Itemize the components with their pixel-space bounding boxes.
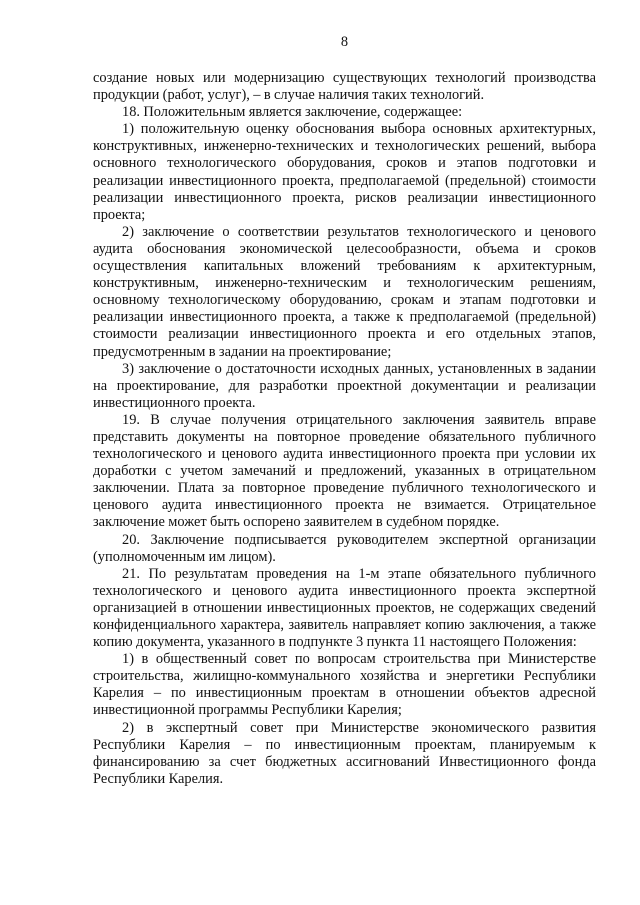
paragraph-item-18-2: 2) заключение о соответствии результатов технологического и ценового аудита обоснования экономической целесообразности, объема и сроков осуществления капитальных вложений требованиям к архитектурным, конструктивным, инженерно-техническим и технологическим решениям, основному технологическому оборудованию, срокам и этапам подготовки и реализации инвестиционного проекта, а также к предполагаемой (предельной) стоимости реализации инвестиционного проекта и его отдельных этапов, предусмотренным в задании на проектирование; xyxy=(93,223,596,360)
paragraph-item-18-3: 3) заключение о достаточности исходных данных, установленных в задании на проектирование, для разработки проектной документации и реализации инвестиционного проекта. xyxy=(93,360,596,411)
paragraph-item-21-1: 1) в общественный совет по вопросам строительства при Министерстве строительства, жилищно-коммунального хозяйства и энергетики Республики Карелия – по инвестиционным проектам в отношении объектов адресной инвестиционной программы Республики Карелия; xyxy=(93,651,596,719)
paragraph-continuation: создание новых или модернизацию существующих технологий производства продукции (работ, услуг), – в случае наличия таких технологий. xyxy=(93,70,596,104)
paragraph-item-18-1: 1) положительную оценку обоснования выбора основных архитектурных, конструктивных, инженерно-технических и технологических решений, выбора основного технологического оборудования, сроков и этапов подготовки и реализации инвестиционного проекта, предполагаемой (предельной) стоимости реализации инвестиционного проекта, рисков реализации инвестиционного проекта; xyxy=(93,121,596,223)
paragraph-item-21-2: 2) в экспертный совет при Министерстве экономического развития Республики Карелия – по инвестиционным проектам, планируемым к финансированию за счет бюджетных ассигнований Инвестиционного фонда Республики Карелия. xyxy=(93,719,596,787)
paragraph-item-20: 20. Заключение подписывается руководителем экспертной организации (уполномоченным им лицом). xyxy=(93,531,596,565)
paragraph-item-19: 19. В случае получения отрицательного заключения заявитель вправе представить документы на повторное проведение обязательного публичного технологического и ценового аудита инвестиционного проекта при условии их доработки с учетом замечаний и предложений, указанных в отрицательном заключении. Плата за повторное проведение публичного технологического и ценового аудита инвестиционного проекта не взимается. Отрицательное заключение может быть оспорено заявителем в судебном порядке. xyxy=(93,411,596,531)
page-number: 8 xyxy=(340,34,349,50)
paragraph-item-18: 18. Положительным является заключение, содержащее: xyxy=(122,104,463,121)
document-page xyxy=(93,34,596,788)
paragraph-item-21: 21. По результатам проведения на 1-м этапе обязательного публичного технологического и ценового аудита инвестиционного проекта экспертной организацией в отношении инвестиционных проектов, не содержащих сведений конфиденциального характера, заявитель направляет копию заключения, а также копию документа, указанного в подпункте 3 пункта 11 настоящего Положения: xyxy=(93,565,596,651)
